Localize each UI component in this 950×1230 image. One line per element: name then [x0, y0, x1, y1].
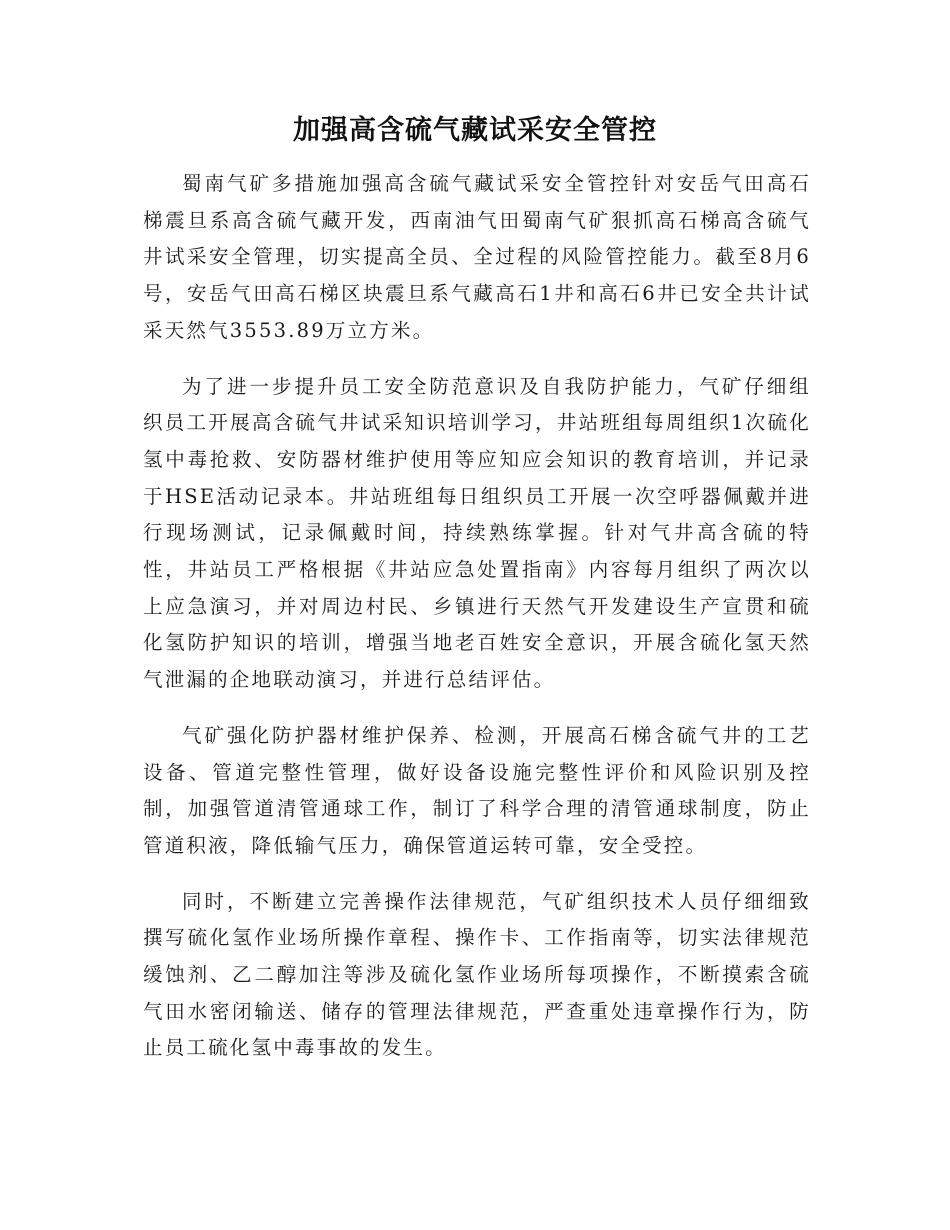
paragraph-3: 气矿强化防护器材维护保养、检测，开展高石梯含硫气井的工艺设备、管道完整性管理，做好设备设施完整性评价和风险识别及控制，加强管道清管通球工作，制订了科学合理的清管通球制度，防止管道积液，降低输气压力，确保管道运转可靠，安全受控。 [143, 723, 811, 857]
paragraph-1: 蜀南气矿多措施加强高含硫气藏试采安全管控针对安岳气田高石梯震旦系高含硫气藏开发，西南油气田蜀南气矿狠抓高石梯高含硫气井试采安全管理，切实提高全员、全过程的风险管控能力。截至8月6号，安岳气田高石梯区块震旦系气藏高石1井和高石6井已安全共计试采天然气3553.89万立方米。 [143, 172, 811, 342]
paragraph-4: 同时，不断建立完善操作法律规范，气矿组织技术人员仔细细致撰写硫化氢作业场所操作章程、操作卡、工作指南等，切实法律规范缓蚀剂、乙二醇加注等涉及硫化氢作业场所每项操作，不断摸索含硫气田水密闭输送、储存的管理法律规范，严查重处违章操作行为，防止员工硫化氢中毒事故的发生。 [143, 889, 811, 1060]
document-title: 加强高含硫气藏试采安全管控 [293, 115, 657, 146]
paragraph-2: 为了进一步提升员工安全防范意识及自我防护能力，气矿仔细组织员工开展高含硫气井试采知识培训学习，井站班组每周组织1次硫化氢中毒抢救、安防器材维护使用等应知应会知识的教育培训，并记录于HSE活动记录本。井站班组每日组织员工开展一次空呼器佩戴并进行现场测试，记录佩戴时间，持续熟练掌握。针对气井高含硫的特性，井站员工严格根据《井站应急处置指南》内容每月组织了两次以上应急演习，并对周边村民、乡镇进行天然气开发建设生产宣贯和硫化氢防护知识的培训，增强当地老百姓安全意识，开展含硫化氢天然气泄漏的企地联动演习，并进行总结评估。 [143, 374, 811, 692]
document-body [143, 166, 811, 1086]
